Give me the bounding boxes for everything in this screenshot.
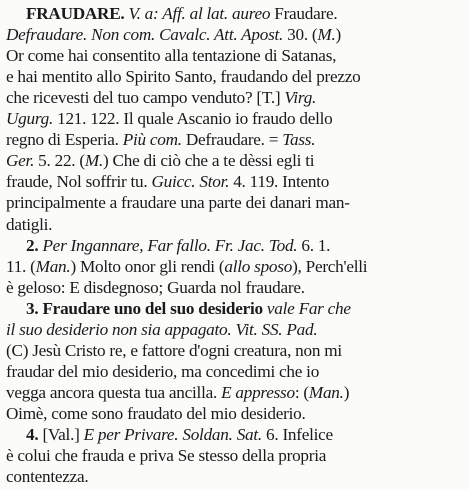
italic-text: il suo desiderio non sia appagato. Vit. SS. Pad. xyxy=(6,319,318,339)
italic-text: E appresso xyxy=(221,382,295,402)
text-run: 11. ( xyxy=(6,256,36,276)
text-run: Or come hai consentito alla tentazione di Satanas, xyxy=(6,46,337,66)
entry-line xyxy=(6,445,464,467)
entry-line xyxy=(6,256,464,278)
text-run: 30. ( xyxy=(283,25,318,45)
entry-line xyxy=(6,403,464,425)
text-run: ) xyxy=(335,25,341,45)
italic-text: M. xyxy=(317,25,336,45)
text-run: [Val.] xyxy=(38,425,84,444)
entry-line xyxy=(6,466,464,488)
entry-line xyxy=(26,235,464,257)
italic-text: Per Ingannare, Far fallo. Fr. Jac. Tod. xyxy=(42,235,298,255)
text-run: principalmente a fraudare una parte dei danari man- xyxy=(6,193,350,213)
entry-line xyxy=(6,129,464,151)
text-run: che ricevesti del tuo campo venduto? [T.] xyxy=(6,88,285,108)
entry-line xyxy=(6,277,464,299)
entry-line xyxy=(6,192,464,214)
text-run: è geloso: E disdegnoso; Guarda nol fraudare. xyxy=(6,277,305,297)
text-run: vegga ancora questa tua ancilla. xyxy=(6,382,222,402)
entry-line xyxy=(6,319,464,341)
text-run: 5. 22. ( xyxy=(34,151,85,171)
text-run: Fraudare. xyxy=(270,4,338,23)
italic-text: vale Far che xyxy=(266,298,351,318)
italic-text: Man. xyxy=(308,382,344,402)
text-run: Defraudare. = xyxy=(181,130,283,150)
text-run: 4. 119. Intento xyxy=(229,172,330,192)
italic-text: E per Privare. Soldan. Sat. xyxy=(83,425,262,444)
text-run: ) Molto onor gli rendi ( xyxy=(70,256,225,276)
text-run: (C) Jesù Cristo re, e fattore d'ogni creatura, non mi xyxy=(6,340,342,360)
text-run: è colui che frauda e priva Se stesso della propria xyxy=(6,446,327,466)
entry-line xyxy=(6,214,464,236)
italic-text: Virg. xyxy=(284,88,317,108)
text-run: datigli. xyxy=(6,214,53,234)
entry-line xyxy=(6,340,464,362)
bold-text: 3. xyxy=(26,298,39,318)
italic-text: Ger. xyxy=(6,151,35,171)
entry-line xyxy=(6,24,464,46)
italic-text: allo sposo xyxy=(224,256,293,276)
text-run: ), Perch'elli xyxy=(292,256,368,276)
text-run: fraude, Nol soffrir tu. xyxy=(6,172,152,192)
italic-text: Man. xyxy=(35,256,71,276)
entry-line xyxy=(26,3,464,25)
entry-line xyxy=(6,150,464,172)
text-run: 121. 122. Il quale Ascanio io fraudo dello xyxy=(53,109,333,129)
entry-line xyxy=(6,361,464,383)
italic-text: M. xyxy=(84,151,103,171)
entry-line xyxy=(6,382,464,404)
text-run: fraudar del mio desiderio, ma concedimi che io xyxy=(6,361,320,381)
entry-line xyxy=(6,108,464,130)
text-run: ) Che di ciò che a te dèssi egli ti xyxy=(103,151,315,171)
entry-line xyxy=(26,298,464,320)
text-run: e hai mentito allo Spirito Santo, fraudando del prezzo xyxy=(6,67,361,87)
text-run: 6. Infelice xyxy=(261,425,333,444)
entry-line xyxy=(6,87,464,109)
italic-text: Più com. xyxy=(122,130,182,150)
entry-line xyxy=(6,171,464,193)
text-run: ) xyxy=(343,382,350,402)
bold-text: 4. xyxy=(26,425,39,444)
italic-text: Ugurg. xyxy=(6,109,54,129)
italic-text: Defraudare. Non com. Cavalc. Att. Apost. xyxy=(6,25,284,45)
bold-text: Fraudare uno del suo desiderio xyxy=(42,298,263,318)
entry-line xyxy=(6,45,464,67)
italic-text: Tass. xyxy=(282,130,316,150)
text-run: : ( xyxy=(294,382,309,402)
text-run: Oimè, come sono fraudato del mio desiderio. xyxy=(6,403,306,423)
bold-text: 2. xyxy=(26,235,39,255)
entry-line xyxy=(6,66,464,88)
text-run: regno di Esperia. xyxy=(6,130,123,150)
bold-text: FRAUDARE. xyxy=(26,4,125,23)
italic-text: V. a: Aff. al lat. aureo xyxy=(128,4,271,23)
text-run: contentezza. xyxy=(6,467,89,487)
entry-line xyxy=(26,424,464,446)
italic-text: Guicc. Stor. xyxy=(151,172,230,192)
text-run: 6. 1. xyxy=(297,235,331,255)
